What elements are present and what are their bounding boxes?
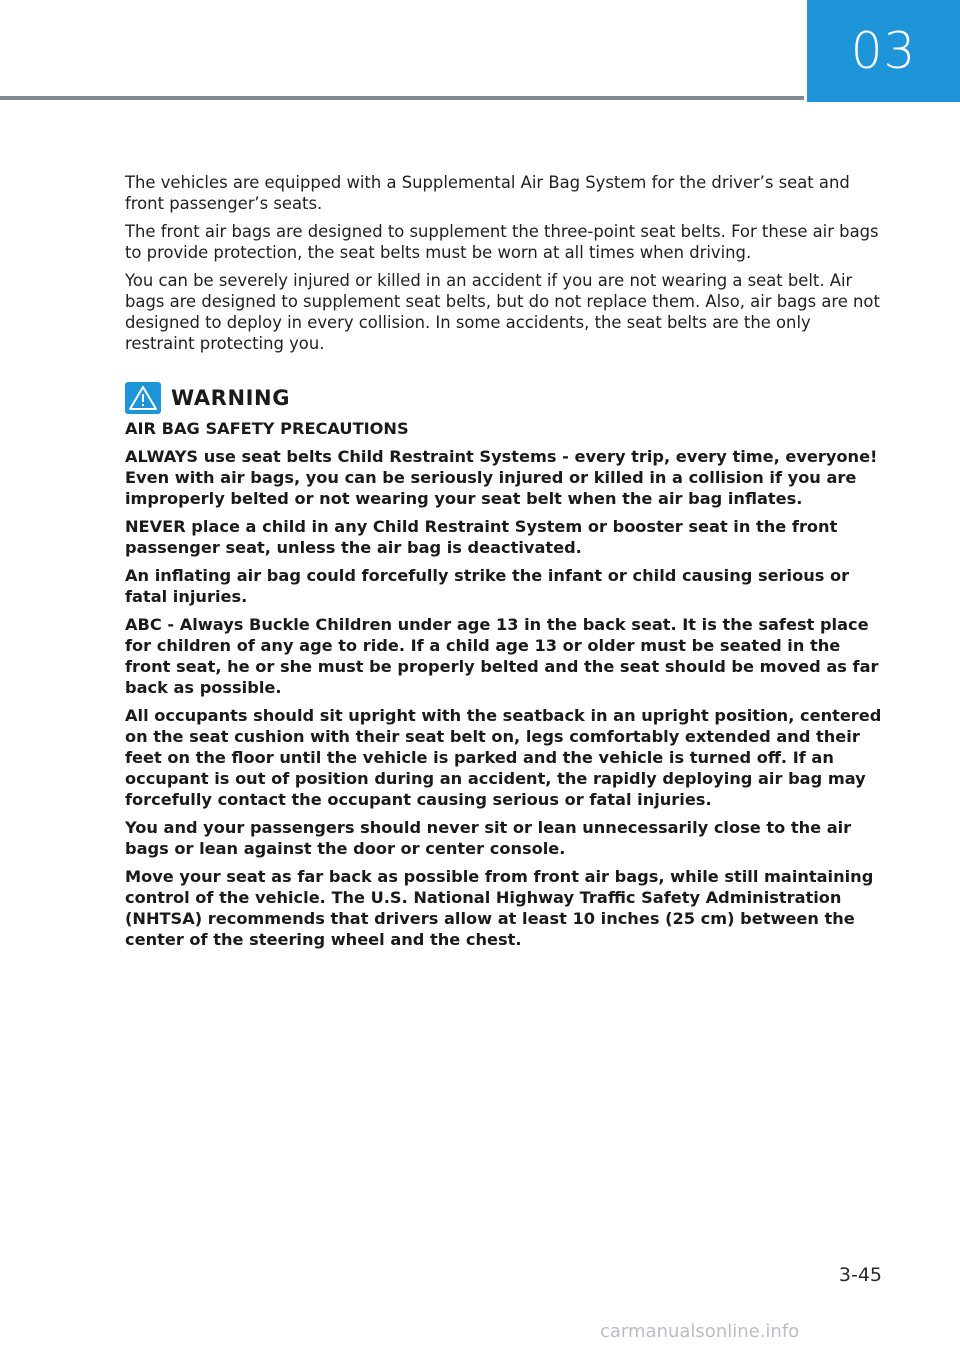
header-rule [0,96,804,100]
warning-header [125,382,885,414]
page-number: 3-45 [838,1264,882,1286]
warning-paragraph: An inflating air bag could forcefully strike the infant or child causing serious or fatal injuries. [125,566,850,606]
intro-paragraph: The front air bags are designed to supplement the three-point seat belts. For these air bags to provide protection, the seat belts must be worn at all times when driving. [125,222,879,262]
warning-paragraph: ALWAYS use seat belts Child Restraint Systems - every trip, every time, everyone! Even with air bags, you can be seriously injured or killed in a collision if you are improperly belted or not wearing your seat belt when the air bag inflates. [125,447,878,508]
intro-paragraph: You can be severely injured or killed in an accident if you are not wearing a seat belt. Air bags are designed to supplement seat belts, but do not replace them. Also, air bags are not designed to deploy in every collision. In some accidents, the seat belts are the only restraint protecting you. [125,271,880,353]
warning-title: WARNING [171,386,291,410]
warning-paragraph: AIR BAG SAFETY PRECAUTIONS [125,419,409,438]
warning-triangle-icon [125,382,161,414]
watermark-link[interactable]: carmanualsonline.info [600,1321,800,1342]
warning-paragraph: NEVER place a child in any Child Restraint System or booster seat in the front passenger seat, unless the air bag is deactivated. [125,517,838,557]
intro-section [125,172,885,354]
warning-body [125,418,885,950]
warning-paragraph: You and your passengers should never sit or lean unnecessarily close to the air bags or lean against the door or center console. [125,818,852,858]
warning-paragraph: All occupants should sit upright with the seatback in an upright position, centered on the seat cushion with their seat belt on, legs comfortably extended and their feet on the floor until the vehicle is parked and the vehicle is turned off. If an occupant is out of position during an accident, the rapidly deploying air bag may forcefully contact the occupant causing serious or fatal injuries. [125,706,882,809]
intro-paragraph: The vehicles are equipped with a Supplemental Air Bag System for the driver’s seat and front passenger’s seats. [125,173,850,213]
warning-paragraph: Move your seat as far back as possible from front air bags, while still maintaining control of the vehicle. The U.S. National Highway Traffic Safety Administration (NHTSA) recommends that drivers allow at least 10 inches (25 cm) between the center of the steering wheel and the chest. [125,867,874,949]
chapter-number: 03 [850,22,917,80]
page-content [125,172,885,957]
chapter-tab [807,0,960,102]
warning-paragraph: ABC - Always Buckle Children under age 13 in the back seat. It is the safest place for children of any age to ride. If a child age 13 or older must be seated in the front seat, he or she must be properly belted and the seat should be moved as far back as possible. [125,615,879,697]
